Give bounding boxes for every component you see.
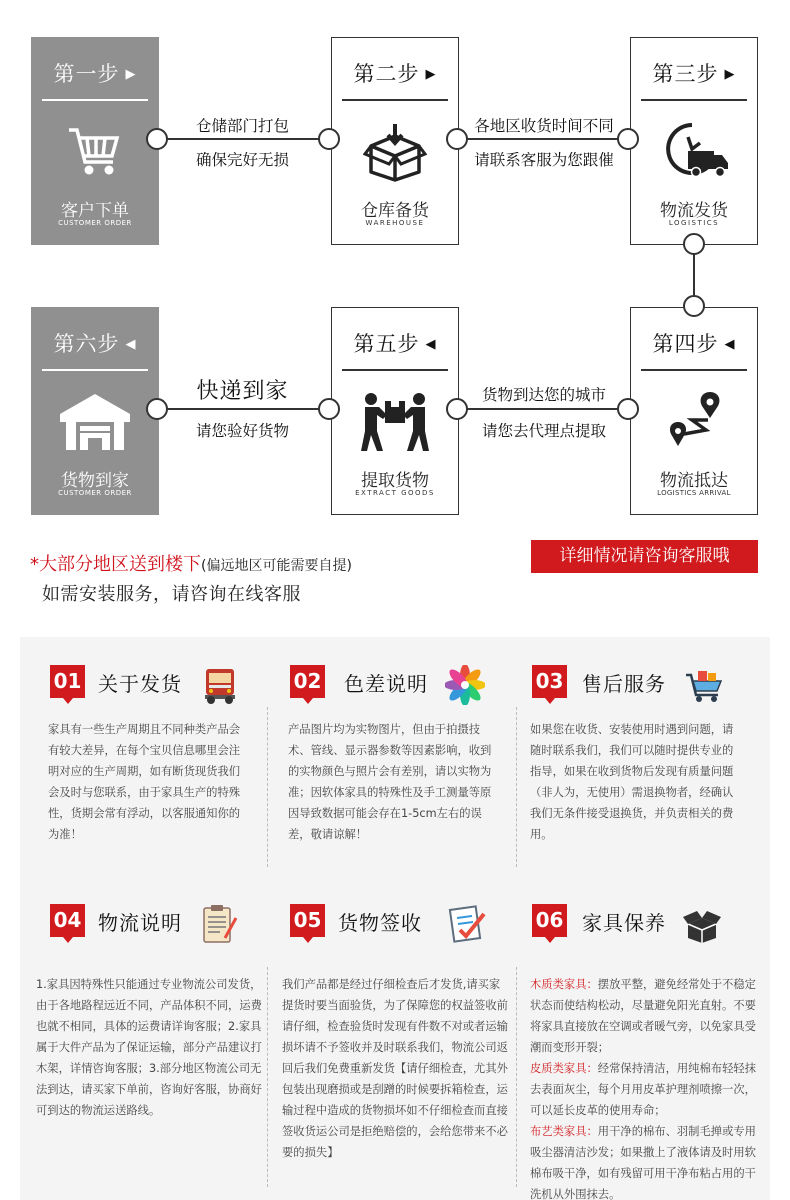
step-card-logistics-arrival bbox=[630, 307, 758, 515]
step-label: 第六步 ◀ bbox=[53, 332, 137, 356]
shopping-cart-icon bbox=[684, 665, 724, 705]
section-logistics-header bbox=[50, 904, 260, 944]
section-title: 关于发货 bbox=[98, 672, 182, 696]
section-text: 1.家具因特殊性只能通过专业物流公司发货，由于各地路程远近不同，产品体积不同，运费也就不相同，具体的运费请详询客服；2.家具属于大件产品为了保证运输，部分产品建议打木架，详情咨询客服；3.部分地区物流公司无法到达，请买家下单前，咨询好客服，协商好可到达的物流运送路线。 bbox=[36, 978, 262, 1117]
section-number: 03 bbox=[532, 665, 567, 698]
column-divider bbox=[516, 967, 517, 1187]
step-subtitle: LOGISTICS bbox=[668, 219, 720, 227]
connector-text: 确保完好无损 bbox=[195, 151, 289, 169]
care-text-leather: 经常保持清洁，用纯棉布轻轻抹去表面灰尘，每个月用皮革护理剂喷擦一次，可以延长皮革的使用寿命； bbox=[530, 1062, 756, 1117]
connector-text: 仓储部门打包 bbox=[195, 117, 289, 135]
connector-text: 各地区收货时间不同 bbox=[474, 117, 614, 135]
section-title: 物流说明 bbox=[98, 911, 182, 935]
connector-node bbox=[318, 128, 340, 150]
care-label-leather: 皮质类家具： bbox=[530, 1062, 598, 1075]
step-subtitle: CUSTOMER ORDER bbox=[58, 219, 132, 227]
step-card-logistics bbox=[630, 37, 758, 245]
section-care-header bbox=[532, 904, 742, 944]
step-title: 提取货物 bbox=[361, 471, 429, 491]
connector-line bbox=[459, 138, 630, 140]
info-panel bbox=[20, 637, 770, 1200]
divider bbox=[342, 99, 448, 101]
section-number: 05 bbox=[290, 904, 325, 937]
care-text-wood: 摆放平整，避免经常处于不稳定状态而使结构松动，尽量避免阳光直射。不要将家具直接放在空调或者暖气旁，以免家具受潮而变形开裂； bbox=[530, 978, 756, 1054]
section-text: 如果您在收货、安装使用时遇到问题，请随时联系我们，我们可以随时提供专业的指导，如果在收到货物后发现有质量问题（非人为，无使用）需退换物者，经确认我们无条件接受退换货，并负责相关的费用。 bbox=[530, 723, 734, 841]
connector-text: 货物到达您的城市 bbox=[481, 386, 606, 404]
divider bbox=[42, 369, 148, 371]
consult-service-button[interactable]: 详细情况请咨询客服哦 bbox=[531, 540, 758, 573]
open-box-icon bbox=[682, 904, 722, 944]
care-text-fabric: 用干净的棉布、羽制毛掸或专用吸尘器清洁沙发；如果撒上了液体请及时用软棉布吸干净，如有残留可用干净布粘占用的干洗机从外围抹去。 bbox=[530, 1125, 756, 1200]
divider bbox=[42, 99, 148, 101]
step-title: 货物到家 bbox=[61, 471, 129, 491]
divider bbox=[641, 369, 747, 371]
step-subtitle: LOGISTICS ARRIVAL bbox=[657, 489, 731, 497]
shopping-cart-icon bbox=[32, 110, 158, 194]
divider bbox=[641, 99, 747, 101]
section-title: 色差说明 bbox=[344, 672, 428, 696]
connector-line bbox=[459, 408, 630, 410]
step-label: 第三步 ▶ bbox=[652, 62, 736, 86]
column-divider bbox=[267, 707, 268, 867]
step-title: 物流抵达 bbox=[660, 471, 728, 491]
step-label: 第四步 ◀ bbox=[652, 332, 736, 356]
step-label: 第二步 ▶ bbox=[353, 62, 437, 86]
connector-node bbox=[146, 128, 168, 150]
connector-node bbox=[683, 233, 705, 255]
section-color-header bbox=[290, 665, 500, 705]
section-number: 01 bbox=[50, 665, 85, 698]
column-divider bbox=[267, 967, 268, 1187]
delivery-truck-icon bbox=[200, 665, 240, 705]
section-signing-header bbox=[290, 904, 500, 944]
section-text: 产品图片均为实物图片，但由于拍摄技术、管线、显示器参数等因素影响，收到的实物颜色与照片会有差别，请以实物为准；因软体家具的特殊性及手工测量等原因导致数据可能会存在1-5cm左右的误差，敬请谅解！ bbox=[288, 723, 492, 841]
step-card-goods-home bbox=[31, 307, 159, 515]
care-label-fabric: 布艺类家具： bbox=[530, 1125, 598, 1138]
install-note: 如需安装服务，请咨询在线客服 bbox=[42, 584, 301, 605]
route-icon bbox=[631, 380, 757, 464]
connector-line bbox=[159, 408, 331, 410]
step-label: 第五步 ◀ bbox=[353, 332, 437, 356]
connector-text: 快递到家 bbox=[196, 379, 289, 404]
section-number: 02 bbox=[290, 665, 325, 698]
section-title: 售后服务 bbox=[582, 672, 666, 696]
step-subtitle: EXTRACT GOODS bbox=[355, 489, 435, 497]
checklist-icon bbox=[448, 904, 488, 944]
connector-text: 请联系客服为您跟催 bbox=[474, 151, 614, 169]
section-text: 我们产品都是经过仔细检查后才发货,请买家提货时要当面验货，为了保障您的权益签收前请仔细，检查验货时发现有件数不对或者运输损坏请不予签收并及时联系我们，物流公司返回后我们免费重新发货【请仔细检查，尤其外包装出现磨损或是刮蹭的时候要拆箱检查，运输过程中造成的货物损坏如不仔细检查而直接签收货运公司是拒绝赔偿的，会给您带来不必要的损失】 bbox=[282, 978, 508, 1159]
step-title: 客户下单 bbox=[61, 201, 129, 221]
section-number: 04 bbox=[50, 904, 85, 937]
step-label: 第一步 ▶ bbox=[53, 62, 137, 86]
connector-line bbox=[159, 138, 331, 140]
section-number: 06 bbox=[532, 904, 567, 937]
connector-node bbox=[146, 398, 168, 420]
section-title: 货物签收 bbox=[338, 911, 422, 935]
divider bbox=[342, 369, 448, 371]
step-subtitle: WAREHOUSE bbox=[365, 219, 425, 227]
connector-node bbox=[683, 295, 705, 317]
warehouse-icon bbox=[32, 380, 158, 464]
step-card-customer-order bbox=[31, 37, 159, 245]
connector-text: 请您去代理点提取 bbox=[481, 422, 606, 440]
care-label-wood: 木质类家具： bbox=[530, 978, 598, 991]
care-text bbox=[530, 974, 756, 1200]
step-card-extract-goods bbox=[331, 307, 459, 515]
truck-icon bbox=[631, 110, 757, 194]
connector-node bbox=[318, 398, 340, 420]
step-title: 仓库备货 bbox=[361, 201, 429, 221]
column-divider bbox=[516, 707, 517, 867]
clipboard-icon bbox=[198, 904, 238, 944]
people-carry-icon bbox=[332, 380, 458, 464]
section-aftersales-header bbox=[532, 665, 742, 705]
connector-text: 请您验好货物 bbox=[195, 422, 289, 440]
step-title: 物流发货 bbox=[660, 201, 728, 221]
section-text: 家具有一些生产周期且不同种类产品会有较大差异，在每个宝贝信息哪里会注明对应的生产周期，如有断货现货我们会及时与您联系，由于家具生产的特殊性，货期会常有浮动，以客服通知你的为准！ bbox=[48, 723, 241, 841]
section-shipping-header bbox=[50, 665, 260, 705]
box-icon bbox=[332, 110, 458, 194]
delivery-note: *大部分地区送到楼下(偏远地区可能需要自提) bbox=[30, 554, 352, 575]
section-title: 家具保养 bbox=[582, 911, 666, 935]
step-subtitle: CUSTOMER ORDER bbox=[58, 489, 132, 497]
color-wheel-icon bbox=[445, 665, 485, 705]
step-card-warehouse bbox=[331, 37, 459, 245]
